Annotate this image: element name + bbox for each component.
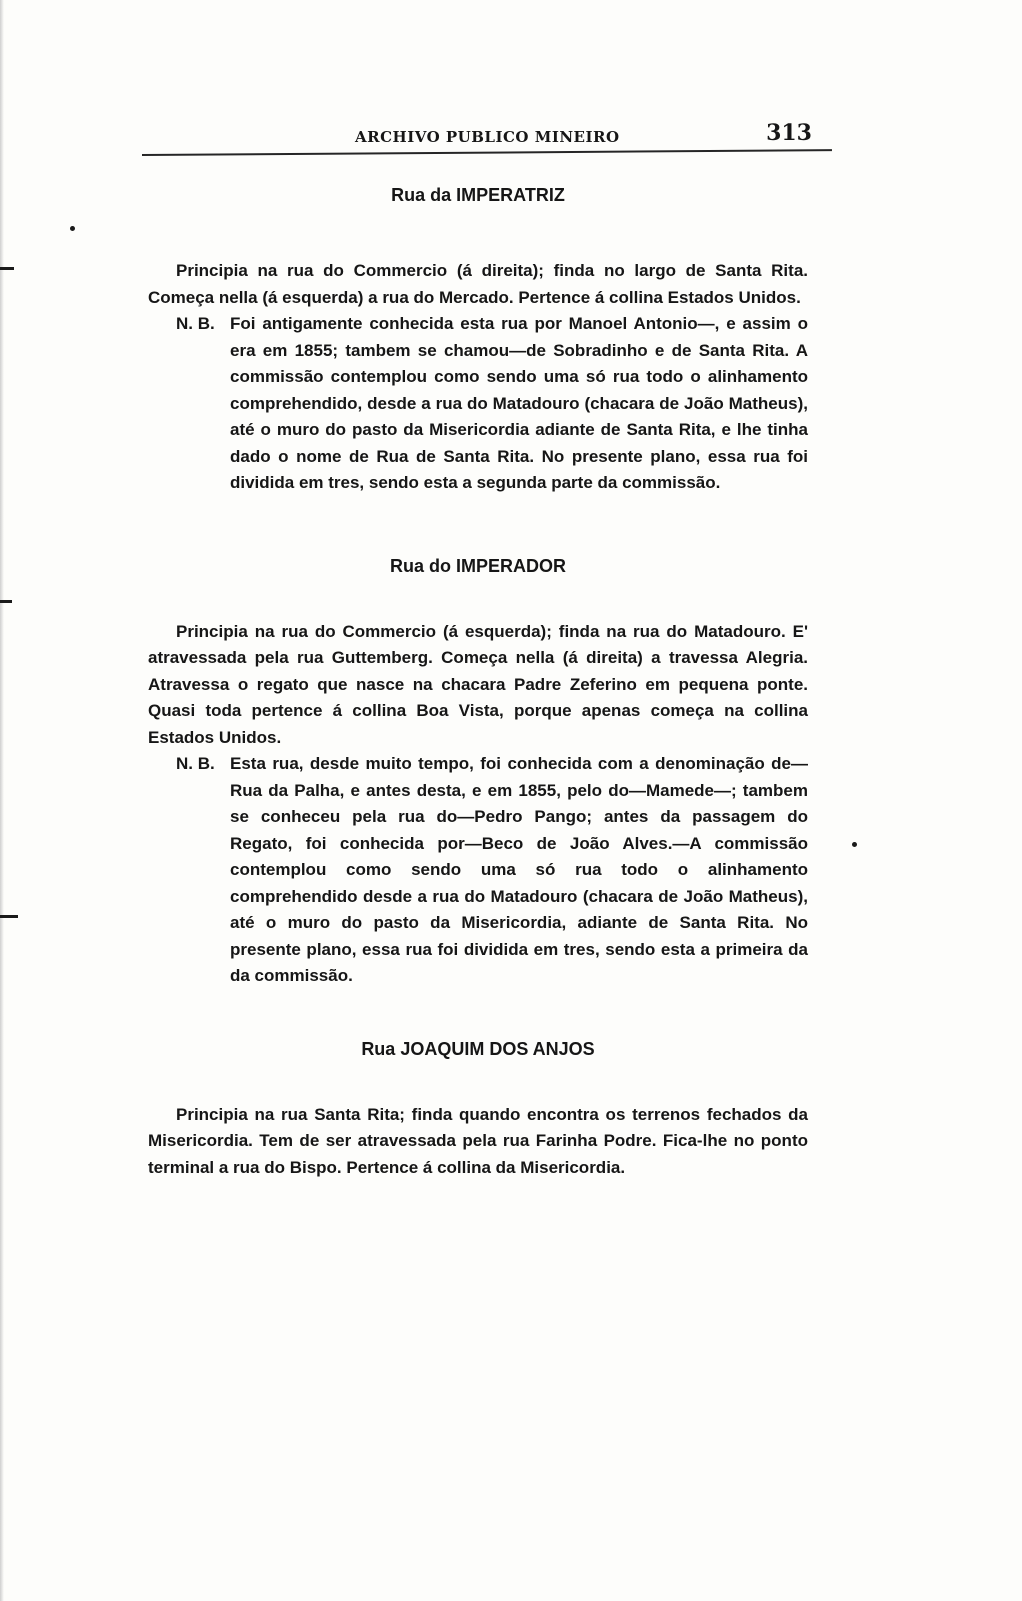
note-text: Foi antigamente conhecida esta rua por Manoel Antonio—, e assim o era em 1855; tambem se chamou—de Sobradinho e de Santa Rita. A commissão contemplou como sendo uma só rua todo o alinhamento comprehendido, desde a rua do Matadouro (chacara de João Matheus), até o muro do pasto da Misericordia adiante de Santa Rita, e lhe tinha dado o nome de Rua de Santa Rita. No presente plano, essa rua foi dividida em tres, sendo esta a segunda parte da commissão. <box>230 314 808 492</box>
scan-edge-shadow <box>0 0 4 1601</box>
historical-note <box>148 751 808 990</box>
street-description: Principia na rua do Commercio (á esquerda); finda na rua do Matadouro. E' atravessada pela rua Guttemberg. Começa nella (á direita) a travessa Alegria. Atravessa o regato que nasce na chacara Padre Zeferino em pequena ponte. Quasi toda pertence á collina Boa Vista, porque apenas começa na collina Estados Unidos. <box>148 621 808 747</box>
street-entry-imperador <box>148 549 808 990</box>
street-title: Rua da IMPERATRIZ <box>391 185 565 205</box>
margin-mark <box>0 267 14 270</box>
street-title: Rua do IMPERADOR <box>389 555 566 576</box>
page-header <box>142 120 832 154</box>
margin-mark <box>0 915 18 918</box>
street-description: Principia na rua Santa Rita; finda quando encontra os terrenos fechados da Misericordia. Tem de ser atravessada pela rua Farinha Podre. Fica-lhe no ponto terminal a rua do Bispo. Pertence á collina da Misericordia. <box>148 1104 808 1177</box>
note-label: N. B. <box>176 314 215 333</box>
page-number: 313 <box>766 120 812 146</box>
running-title: ARCHIVO PUBLICO MINEIRO <box>355 128 620 146</box>
page-body <box>148 178 808 1181</box>
historical-note <box>148 311 808 497</box>
street-title: Rua JOAQUIM DOS ANJOS <box>361 1038 595 1059</box>
header-rule <box>142 149 832 156</box>
margin-mark <box>0 600 12 603</box>
note-label: N. B. <box>176 754 215 773</box>
street-entry-joaquim-dos-anjos <box>148 1032 808 1182</box>
note-text: Esta rua, desde muito tempo, foi conhecida com a denominação de—Rua da Palha, e antes desta, e em 1855, pelo do—Mamede—; tambem se conheceu pela rua do—Pedro Pango; antes da passagem do Regato, foi conhecida por—Beco de João Alves.—A commissão contemplou como sendo uma só rua todo o alinhamento comprehendido desde a rua do Matadouro (chacara de João Matheus), até o muro do pasto da Misericordia, adiante de Santa Rita. No presente plano, essa rua foi dividida em tres, sendo esta a primeira da da commissão. <box>230 754 808 985</box>
street-description: Principia na rua do Commercio (á direita); finda no largo de Santa Rita. Começa nella (á esquerda) a rua do Mercado. Pertence á collina Estados Unidos. <box>148 261 808 307</box>
street-entry-imperatriz <box>148 178 808 497</box>
scan-speck <box>852 842 857 847</box>
scan-speck <box>70 226 75 231</box>
